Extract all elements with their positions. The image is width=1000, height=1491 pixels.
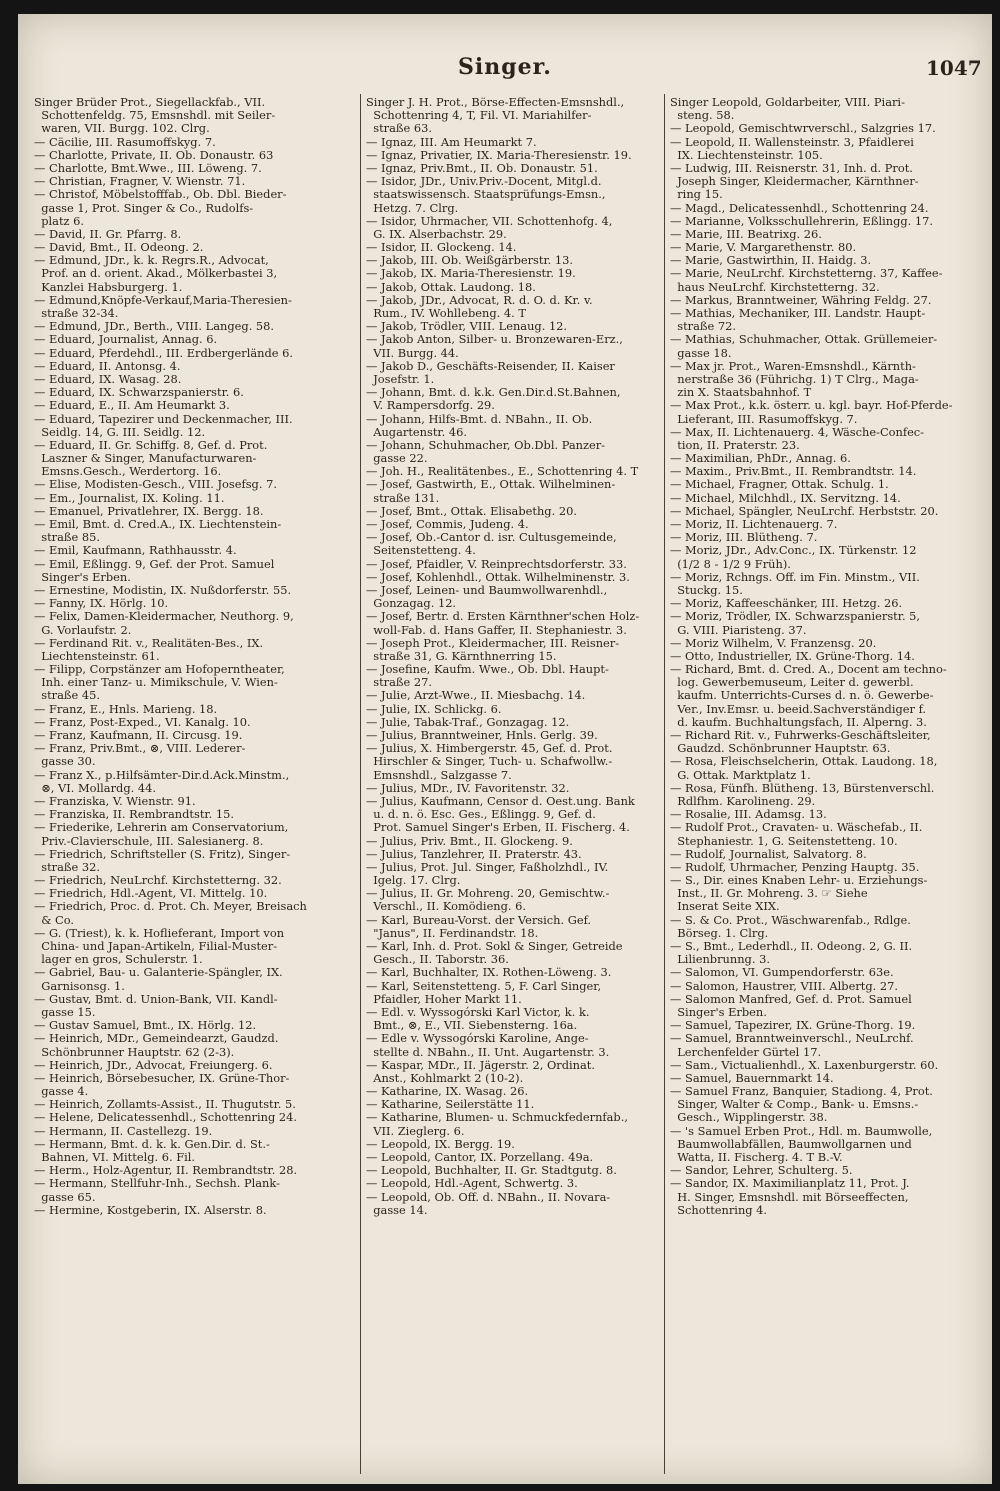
directory-line: VII. Zieglerg. 6. [366,1123,465,1138]
directory-line: V. Rampersdorfg. 29. [366,398,495,413]
directory-line: — Karl, Seitenstetteng. 5, F. Carl Singer, [366,978,602,993]
directory-line: — Max, II. Lichtenauerg. 4, Wäsche-Confec- [670,424,925,439]
directory-line: — Karl, Inh. d. Prot. Sokl & Singer, Getreide [366,939,623,953]
directory-line: straße 45. [34,688,100,703]
directory-line: — Rudolf, Journalist, Salvatorg. 8. [670,846,867,861]
directory-line: — Emil, Bmt. d. Cred.A., IX. Liechtenstein- [34,517,282,531]
directory-line: — Christian, Fragner, V. Wienstr. 71. [34,174,246,189]
directory-line: Lilienbrunng. 3. [670,952,770,967]
directory-line: Gonzagag. 12. [366,596,457,611]
directory-line: Schottenring 4, T, Fil. VI. Mariahilfer- [366,108,592,123]
directory-line: H. Singer, Emsnshdl. mit Börseeffecten, [670,1189,909,1204]
directory-line: — Edl. v. Wyssogórski Karl Victor, k. k. [366,1004,590,1019]
directory-line: — Mathias, Mechaniker, III. Landstr. Haupt- [670,306,926,320]
directory-line: gasse 15. [34,1004,96,1019]
directory-line: — Friedrich, Schriftsteller (S. Fritz), Singer- [34,846,291,861]
directory-line: — Gustav, Bmt. d. Union-Bank, VII. Kandl- [34,991,278,1006]
directory-line: Prot. Samuel Singer's Erben, II. Fischerg. 4. [366,820,630,835]
directory-line: — Samuel, Branntweinverschl., NeuLrchf. [670,1031,914,1046]
directory-line: straße 27. [366,675,432,690]
directory-line: Liechtensteinstr. 61. [34,648,160,663]
directory-line: — Johann, Schuhmacher, Ob.Dbl. Panzer- [366,437,606,452]
directory-line: G. IX. Alserbachstr. 29. [366,226,507,241]
directory-line: Emsnshdl., Salzgasse 7. [366,767,512,782]
directory-line: Bahnen, VI. Mittelg. 6. Fil. [34,1150,196,1164]
directory-line: G. Ottak. Marktplatz 1. [670,767,811,782]
directory-line: — Julius, MDr., IV. Favoritenstr. 32. [366,780,570,795]
directory-line: — Emanuel, Privatlehrer, IX. Bergg. 18. [34,503,264,518]
directory-line: — Julius, Prot. Jul. Singer, Faßholzhdl., IV. [366,859,609,874]
directory-line: — Franz, E., Hnls. Marieng. 18. [34,701,218,716]
directory-line: — Rosalie, III. Adamsg. 13. [670,807,827,822]
directory-line: — Joh. H., Realitätenbes., E., Schottenring 4. T [366,464,639,479]
directory-line: Rdlfhm. Karolineng. 29. [670,793,816,808]
directory-line: — Rosa, Fünfh. Blütheng. 13, Bürstenverschl. [670,780,935,795]
directory-line: — Hermann, Bmt. d. k. k. Gen.Dir. d. St.- [34,1136,270,1151]
directory-line: Baumwollabfällen, Baumwollgarnen und [670,1136,912,1151]
directory-line: — Josef, Pfaidler, V. Reinprechtsdorferstr. 33. [366,556,627,571]
page-number: 1047 [926,56,982,80]
directory-line: — Julie, IX. Schlickg. 6. [366,701,502,716]
directory-line: — Christof, Möbelstofffab., Ob. Dbl. Bieder- [34,187,287,202]
directory-line: — Sam., Victualienhdl., X. Laxenburgerstr. 60. [670,1057,939,1072]
directory-line: — Eduard, Tapezirer und Deckenmacher, III. [34,411,293,426]
directory-line: — Charlotte, Private, II. Ob. Donaustr. 63 [34,147,274,162]
directory-line: — Ignaz, III. Am Heumarkt 7. [366,134,537,149]
directory-line: — Heinrich, MDr., Gemeindearzt, Gaudzd. [34,1031,279,1046]
directory-line: — Johann, Bmt. d. k.k. Gen.Dir.d.St.Bahnen, [366,385,621,400]
directory-line: Singer's Erben. [34,569,131,584]
directory-line: — Felix, Damen-Kleidermacher, Neuthorg. 9, [34,609,294,624]
directory-line: — Salomon, VI. Gumpendorferstr. 63e. [670,965,894,980]
directory-line: — Moriz, III. Blütheng. 7. [670,530,818,545]
running-head: Singer. [458,54,552,80]
directory-line: — Richard Rit. v., Fuhrwerks-Geschäftsleiter, [670,728,931,742]
directory-line: woll-Fab. d. Hans Gaffer, II. Stephaniestr. 3. [366,622,627,637]
directory-line: Singer Leopold, Goldarbeiter, VIII. Piari- [670,96,905,109]
directory-page [18,14,992,1484]
directory-line: — Eduard, II. Gr. Schiffg. 8, Gef. d. Prot. [34,437,268,452]
directory-line: IX. Liechtensteinstr. 105. [670,147,823,162]
directory-line: — Rosa, Fleischselcherin, Ottak. Laudong. 18, [670,754,938,769]
directory-line: — Magd., Delicatessenhdl., Schottenring 24. [670,200,929,215]
directory-line: — Julie, Arzt-Wwe., II. Miesbachg. 14. [366,688,586,703]
directory-line: zin X. Staatsbahnhof. T [670,385,812,400]
directory-line: — Eduard, II. Antonsg. 4. [34,358,181,373]
directory-line: — Friedrich, Hdl.-Agent, VI. Mittelg. 10. [34,886,268,901]
directory-line: — Hermine, Kostgeberin, IX. Alserstr. 8. [34,1202,267,1217]
directory-line: — Marie, NeuLrchf. Kirchstetterng. 37, Kaffee- [670,266,943,281]
directory-line: Gesch., Wipplingerstr. 38. [670,1110,828,1125]
column-divider [360,94,361,1474]
directory-line: — Heinrich, Börsebesucher, IX. Grüne-Thor- [34,1070,290,1085]
directory-line: — Eduard, Pferdehdl., III. Erdbergerlände 6. [34,345,293,360]
directory-line: — Franz X., p.Hilfsämter-Dir.d.Ack.Minstm., [34,767,290,782]
directory-line: — Ferdinand Rit. v., Realitäten-Bes., IX. [34,635,264,650]
directory-line: — David, II. Gr. Pfarrg. 8. [34,226,182,241]
directory-line: — Franz, Priv.Bmt., ⊗, VIII. Lederer- [34,741,246,756]
directory-line: — Julius, II. Gr. Mohreng. 20, Gemischtw.- [366,886,610,901]
directory-line: — Helene, Delicatessenhdl., Schottenring 24. [34,1110,297,1125]
directory-line: waren, VII. Burgg. 102. Clrg. [34,121,210,136]
directory-line: lager en gros, Schulerstr. 1. [34,952,203,967]
directory-line: Watta, II. Fischerg. 4. T B.-V. [670,1150,843,1164]
directory-line: — Franz, Kaufmann, II. Circusg. 19. [34,728,243,742]
directory-line: — Franziska, V. Wienstr. 91. [34,793,196,808]
directory-line: — Josef, Kohlenhdl., Ottak. Wilhelminenstr. 3. [366,569,630,584]
directory-line: gasse 4. [34,1084,89,1099]
directory-line: — Emil, Kaufmann, Rathhausstr. 4. [34,543,237,558]
directory-line: Gesch., II. Taborstr. 36. [366,952,509,967]
directory-line: Rum., IV. Wohllebeng. 4. T [366,306,526,320]
directory-line: Verschl., II. Komödieng. 6. [366,899,527,914]
directory-line: Kanzlei Habsburgerg. 1. [34,279,183,294]
directory-line: — Hermann, II. Castellezg. 19. [34,1123,213,1138]
directory-line: Ver., Inv.Emsr. u. beeid.Sachverständiger f. [670,701,927,716]
directory-line: — Michael, Milchhdl., IX. Servitzng. 14. [670,490,901,505]
directory-line: — Salomon Manfred, Gef. d. Prot. Samuel [670,991,912,1006]
directory-line: — Eduard, Journalist, Annag. 6. [34,332,218,347]
directory-line: & Co. [34,912,74,927]
directory-line: — Gabriel, Bau- u. Galanterie-Spängler, IX. [34,965,283,980]
directory-line: ⊗, VI. Mollardg. 44. [34,780,156,795]
directory-line: gasse 1, Prot. Singer & Co., Rudolfs- [34,200,254,215]
directory-line: — Charlotte, Bmt.Wwe., III. Löweng. 7. [34,160,262,175]
directory-line: — Jakob, IX. Maria-Theresienstr. 19. [366,266,576,281]
directory-line: u. d. n. ö. Esc. Ges., Eßlingg. 9, Gef. d. [366,807,596,822]
directory-line: — Isidor, Uhrmacher, VII. Schottenhofg. 4, [366,213,613,228]
directory-line: — Marie, III. Beatrixg. 26. [670,226,822,241]
directory-line: Hirschler & Singer, Tuch- u. Schafwollw.- [366,754,613,769]
directory-line: Pfaidler, Hoher Markt 11. [366,991,522,1006]
directory-line: staatswissensch. Staatsprüfungs-Emsn., [366,187,606,202]
directory-line: — Josef, Leinen- und Baumwollwarenhdl., [366,582,608,597]
directory-line: — Jakob, Trödler, VIII. Lenaug. 12. [366,319,568,334]
directory-line: — Eduard, IX. Wasag. 28. [34,371,182,386]
directory-line: VII. Burgg. 44. [366,345,459,360]
directory-line: — Samuel, Bauernmarkt 14. [670,1070,834,1085]
directory-line: — David, Bmt., II. Odeong. 2. [34,240,204,255]
directory-line: — Friedrich, Proc. d. Prot. Ch. Meyer, Breisach [34,899,307,914]
directory-line: Igelg. 17. Clrg. [366,873,461,888]
directory-line: — Edmund, JDr., k. k. Regrs.R., Advocat, [34,253,269,268]
directory-line: — Katharine, Seilerstätte 11. [366,1097,535,1112]
directory-line: — Isidor, JDr., Univ.Priv.-Docent, Mitgl.d. [366,174,602,189]
directory-line: straße 31, G. Kärnthnerring 15. [366,648,557,663]
directory-line: — Julius, Priv. Bmt., II. Glockeng. 9. [366,833,573,848]
directory-line: — Edmund, JDr., Berth., VIII. Langeg. 58. [34,319,275,334]
directory-line: — Maxim., Priv.Bmt., II. Rembrandtstr. 14. [670,464,917,479]
directory-line: Augartenstr. 46. [366,424,467,439]
directory-line: — Filipp, Corpstänzer am Hofoperntheater, [34,662,285,677]
directory-line: — Ludwig, III. Reisnerstr. 31, Inh. d. Prot. [670,160,913,175]
directory-line: — Katharine, Blumen- u. Schmuckfedernfab., [366,1110,628,1125]
column-middle [366,96,668,1217]
directory-line: — Sandor, Lehrer, Schulterg. 5. [670,1163,853,1178]
directory-line: — Emil, Eßlingg. 9, Gef. der Prot. Samuel [34,556,275,571]
directory-line: G. Vorlaufstr. 2. [34,622,132,637]
directory-line: — Leopold, Cantor, IX. Porzellang. 49a. [366,1150,594,1164]
directory-line: Garnisonsg. 1. [34,978,125,993]
directory-line: kaufm. Unterrichts-Curses d. n. ö. Gewerbe- [670,688,934,703]
directory-line: — Jakob Anton, Silber- u. Bronzewaren-Erz., [366,332,623,347]
directory-line: — Jakob, Ottak. Laudong. 18. [366,279,536,294]
directory-line: Hetzg. 7. Clrg. [366,200,459,215]
directory-line: ring 15. [670,187,723,202]
directory-line: straße 72. [670,319,736,334]
directory-line: Stephaniestr. 1, G. Seitenstetteng. 10. [670,833,898,848]
directory-line: — Mathias, Schuhmacher, Ottak. Grüllemeier- [670,332,938,347]
directory-line: — Friederike, Lehrerin am Conservatorium, [34,820,289,835]
directory-line: platz 6. [34,213,85,228]
directory-line: — Leopold, Ob. Off. d. NBahn., II. Novara- [366,1189,611,1204]
directory-line: — 's Samuel Erben Prot., Hdl. m. Baumwolle, [670,1123,933,1138]
directory-line: — Marianne, Volksschullehrerin, Eßlingg. 17. [670,213,934,228]
directory-line: straße 131. [366,490,440,505]
directory-line: tion, II. Praterstr. 23. [670,437,800,452]
directory-line: Schönbrunner Hauptstr. 62 (2-3). [34,1044,235,1059]
directory-line: — Josef, Ob.-Cantor d. isr. Cultusgemeinde, [366,530,617,545]
directory-line: — Moriz, Kaffeeschänker, III. Hetzg. 26. [670,596,903,611]
directory-line: Schottenfeldg. 75, Emsnshdl. mit Seiler- [34,108,276,123]
directory-line: — Otto, Industrieller, IX. Grüne-Thorg. 14. [670,648,915,663]
directory-line: — Herm., Holz-Agentur, II. Rembrandtstr. 28. [34,1163,298,1178]
directory-line: — Eduard, IX. Schwarzspanierstr. 6. [34,385,244,400]
directory-line: — Hermann, Stellfuhr-Inh., Sechsh. Plank- [34,1176,280,1191]
directory-line: — Josefine, Kaufm. Wwe., Ob. Dbl. Haupt- [366,662,609,677]
directory-line: — Ignaz, Privatier, IX. Maria-Theresienstr. 19. [366,147,632,162]
directory-line: — Friedrich, NeuLrchf. Kirchstetterng. 32. [34,873,282,888]
directory-line: haus NeuLrchf. Kirchstetterng. 32. [670,279,880,294]
directory-line: Emsns.Gesch., Werdertorg. 16. [34,464,222,479]
directory-line: Josefstr. 1. [366,371,435,386]
directory-line: gasse 65. [34,1189,96,1204]
directory-line: — Max jr. Prot., Waren-Emsnshdl., Kärnth- [670,358,916,373]
directory-line: — Edle v. Wyssogórski Karoline, Ange- [366,1031,589,1046]
directory-line: Börseg. 1. Clrg. [670,925,769,940]
directory-line: gasse 14. [366,1202,428,1217]
directory-line: — Marie, V. Margarethenstr. 80. [670,240,857,255]
column-right [670,96,972,1217]
directory-line: — Rudolf, Uhrmacher, Penzing Hauptg. 35. [670,859,920,874]
directory-line: Singer, Walter & Comp., Bank- u. Emsns.- [670,1097,919,1112]
directory-line: straße 63. [366,121,432,136]
directory-line: — Leopold, Hdl.-Agent, Schwertg. 3. [366,1176,578,1191]
directory-line: — S., Dir. eines Knaben Lehr- u. Erziehungs- [670,873,928,888]
directory-line: straße 32-34. [34,306,119,320]
directory-line: — Leopold, Gemischtwrverschl., Salzgries 17. [670,121,936,136]
directory-line: — Rudolf Prot., Cravaten- u. Wäschefab., II. [670,820,923,835]
directory-line: — Richard, Bmt. d. Cred. A., Docent am techno- [670,662,947,677]
directory-line: — Johann, Hilfs-Bmt. d. NBahn., II. Ob. [366,411,593,426]
directory-line: — Karl, Bureau-Vorst. der Versich. Gef. [366,912,592,927]
directory-line: — Isidor, II. Glockeng. 14. [366,240,517,255]
directory-line: — Julie, Tabak-Traf., Gonzagag. 12. [366,714,570,729]
directory-line: — Jakob, JDr., Advocat, R. d. O. d. Kr. v. [366,292,593,307]
directory-line: — Leopold, IX. Bergg. 19. [366,1136,515,1151]
directory-line: Priv.-Clavierschule, III. Salesianerg. 8. [34,833,264,848]
directory-line: — Josef, Bmt., Ottak. Elisabethg. 20. [366,503,577,518]
directory-line: — Julius, Kaufmann, Censor d. Oest.ung. Bank [366,793,635,808]
directory-line: stellte d. NBahn., II. Unt. Augartenstr. 3. [366,1044,610,1059]
directory-line: — Joseph Prot., Kleidermacher, III. Reisner- [366,635,620,650]
directory-line: — Marie, Gastwirthin, II. Haidg. 3. [670,253,872,268]
directory-line: — Moriz Wilhelm, V. Franzensg. 20. [670,635,877,650]
directory-line: Inserat Seite XIX. [670,899,780,914]
directory-line: — Jakob D., Geschäfts-Reisender, II. Kaiser [366,358,615,373]
directory-line: — Ernestine, Modistin, IX. Nußdorferstr. 55. [34,582,292,597]
directory-line: — Eduard, E., II. Am Heumarkt 3. [34,398,230,413]
directory-line: — Salomon, Haustrer, VIII. Albertg. 27. [670,978,898,993]
directory-line: Schottenring 4. [670,1202,768,1217]
directory-line: — Kaspar, MDr., II. Jägerstr. 2, Ordinat. [366,1057,595,1072]
directory-line: Laszner & Singer, Manufacturwaren- [34,451,257,466]
directory-line: Inh. einer Tanz- u. Mimikschule, V. Wien- [34,675,278,690]
directory-line: — Samuel, Tapezirer, IX. Grüne-Thorg. 19. [670,1018,916,1033]
directory-line: — Heinrich, Zollamts-Assist., II. Thugutstr. 5. [34,1097,296,1112]
directory-line: — S., Bmt., Lederhdl., II. Odeong. 2, G. II. [670,939,913,953]
directory-line: — S. & Co. Prot., Wäschwarenfab., Rdlge. [670,912,911,927]
directory-line: Joseph Singer, Kleidermacher, Kärnthner- [670,174,919,189]
directory-line: Prof. an d. orient. Akad., Mölkerbastei 3, [34,266,278,281]
directory-line: — Elise, Modisten-Gesch., VIII. Josefsg. 7. [34,477,277,492]
directory-line: straße 32. [34,859,100,874]
directory-line: "Janus", II. Ferdinandstr. 18. [366,925,539,940]
directory-line: log. Gewerbemuseum, Leiter d. gewerbl. [670,675,914,690]
directory-line: — Michael, Spängler, NeuLrchf. Herbststr. 20. [670,503,939,518]
directory-line: — Samuel Franz, Banquier, Stadiong. 4, Prot. [670,1084,933,1099]
directory-line: — Julius, Tanzlehrer, II. Praterstr. 43. [366,846,582,861]
directory-line: — Ignaz, Priv.Bmt., II. Ob. Donaustr. 51. [366,160,598,175]
directory-line: — Sandor, IX. Maximilianplatz 11, Prot. J. [670,1176,910,1191]
directory-line: — Gustav Samuel, Bmt., IX. Hörlg. 12. [34,1018,257,1033]
directory-line: Stuckg. 15. [670,582,743,597]
directory-line: — Karl, Buchhalter, IX. Rothen-Löweng. 3. [366,965,612,980]
directory-line: steng. 58. [670,108,735,123]
directory-line: Lerchenfelder Gürtel 17. [670,1044,822,1059]
directory-line: Singer Brüder Prot., Siegellackfab., VII. [34,96,266,109]
directory-line: — Moriz, Rchngs. Off. im Fin. Minstm., VII. [670,569,920,584]
directory-line: gasse 18. [670,345,732,360]
directory-line: — Leopold, Buchhalter, II. Gr. Stadtgutg. 8. [366,1163,617,1178]
directory-line: — Markus, Branntweiner, Währing Feldg. 27. [670,292,932,307]
directory-line: (1/2 8 - 1/2 9 Früh). [670,556,791,571]
directory-line: — Julius, Branntweiner, Hnls. Gerlg. 39. [366,728,598,742]
directory-line: — Maximilian, PhDr., Annag. 6. [670,451,851,466]
directory-line: Gaudzd. Schönbrunner Hauptstr. 63. [670,741,891,756]
directory-line: Singer's Erben. [670,1004,767,1019]
directory-line: — Moriz, JDr., Adv.Conc., IX. Türkenstr. 12 [670,543,917,558]
directory-line: Seidlg. 14, G. III. Seidlg. 12. [34,424,206,439]
directory-line: Anst., Kohlmarkt 2 (10-2). [366,1070,524,1085]
directory-line: — Moriz, Trödler, IX. Schwarzspanierstr. 5, [670,609,921,624]
directory-line: — Franz, Post-Exped., VI. Kanalg. 10. [34,714,251,729]
directory-line: Seitenstetteng. 4. [366,543,476,558]
directory-line: — Max Prot., k.k. österr. u. kgl. bayr. Hof-Pferde- [670,398,953,413]
directory-line: — Michael, Fragner, Ottak. Schulg. 1. [670,477,889,492]
directory-line: G. VIII. Piaristeng. 37. [670,622,807,637]
directory-line: gasse 30. [34,754,96,769]
directory-line: Singer J. H. Prot., Börse-Effecten-Emsnshdl., [366,96,625,109]
directory-line: — Josef, Bertr. d. Ersten Kärnthner'schen Holz- [366,609,640,624]
directory-line: nerstraße 36 (Führichg. 1) T Clrg., Maga- [670,371,919,386]
directory-line: — Cäcilie, III. Rasumoffskyg. 7. [34,134,216,149]
directory-line: — G. (Triest), k. k. Hoflieferant, Import von [34,925,285,940]
directory-line: — Em., Journalist, IX. Koling. 11. [34,490,225,505]
directory-line: straße 85. [34,530,100,545]
directory-line: — Franziska, II. Rembrandtstr. 15. [34,807,234,822]
directory-line: — Josef, Gastwirth, E., Ottak. Wilhelminen- [366,477,616,492]
directory-line: — Edmund,Knöpfe-Verkauf,Maria-Theresien- [34,292,292,307]
directory-line: China- und Japan-Artikeln, Filial-Muster- [34,939,278,953]
directory-line: — Leopold, II. Wallensteinstr. 3, Pfaidlerei [670,134,914,149]
directory-line: — Heinrich, JDr., Advocat, Freiungerg. 6. [34,1057,273,1072]
directory-line: — Julius, X. Himbergerstr. 45, Gef. d. Prot. [366,741,613,756]
column-left [34,96,336,1217]
directory-line: Bmt., ⊗, E., VII. Siebensterng. 16a. [366,1018,578,1033]
directory-line: — Jakob, III. Ob. Weißgärberstr. 13. [366,253,574,268]
directory-line: d. kaufm. Buchhaltungsfach, II. Alperng. 3. [670,714,927,729]
directory-line: — Katharine, IX. Wasag. 26. [366,1084,529,1099]
directory-line: Lieferant, III. Rasumoffskyg. 7. [670,411,858,426]
directory-line: Inst., II. Gr. Mohreng. 3. ☞ Siehe [670,886,868,901]
directory-line: — Josef, Commis, Judeng. 4. [366,517,529,531]
directory-line: gasse 22. [366,451,428,466]
directory-line: — Moriz, II. Lichtenauerg. 7. [670,517,838,531]
directory-line: — Fanny, IX. Hörlg. 10. [34,596,169,611]
